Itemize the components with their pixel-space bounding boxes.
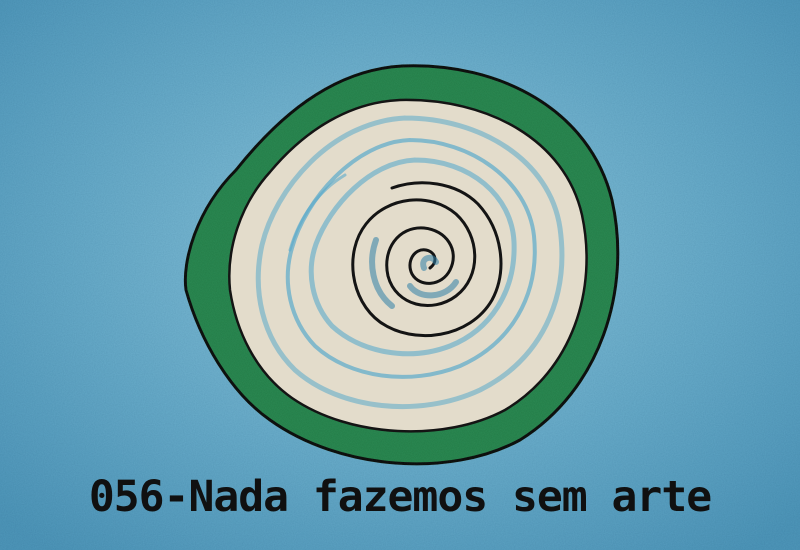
caption-text: 056-Nada fazemos sem arte: [88, 472, 712, 522]
